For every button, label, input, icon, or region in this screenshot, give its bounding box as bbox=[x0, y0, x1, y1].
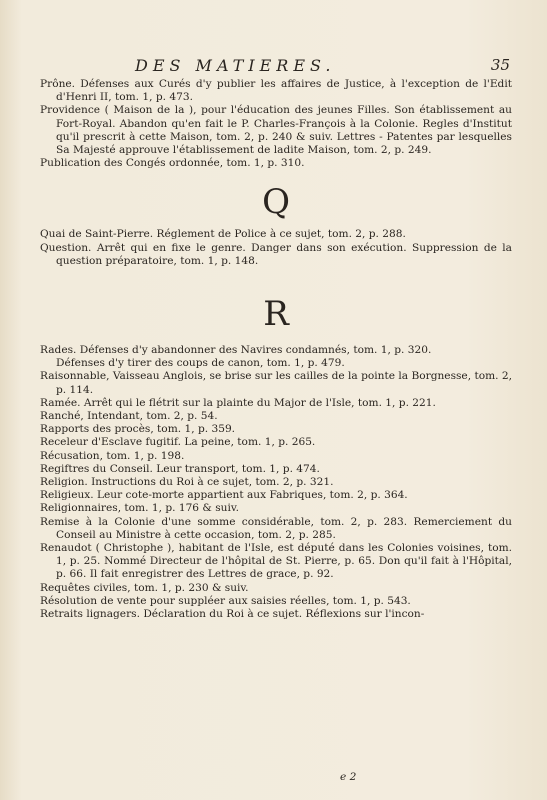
index-body bbox=[40, 78, 512, 621]
index-entry: Prône. Défenses aux Curés d'y publier les affaires de Justice, à l'exception de l'Edit d'Henri II, tom. 1, p. 473. bbox=[40, 78, 512, 104]
index-entry: Retraits lignagers. Déclaration du Roi à ce sujet. Réflexions sur l'incon- bbox=[40, 608, 425, 621]
index-entry: Résolution de vente pour suppléer aux saisies réelles, tom. 1, p. 543. bbox=[40, 594, 411, 607]
index-entry: Providence ( Maison de la ), pour l'éducation des jeunes Filles. Son établissement au Fort-Royal. Abandon qu'en fait le P. Charles-François à la Colonie. Regles d'Institut qu'il prescrit à cette Maison, tom. 2, p. 240 & suiv. Lettres - Patentes par lesquelles Sa Majesté approuve l'établissement de ladite Maison, tom. 2, p. 249. bbox=[40, 104, 512, 157]
index-entry: Rapports des procès, tom. 1, p. 359. bbox=[40, 423, 236, 436]
page-number: 35 bbox=[490, 56, 510, 74]
index-entry: Quai de Saint-Pierre. Réglement de Police à ce sujet, tom. 2, p. 288. bbox=[40, 228, 406, 241]
index-entry: Receleur d'Esclave fugitif. La peine, tom. 1, p. 265. bbox=[40, 436, 316, 449]
index-entry: Récusation, tom. 1, p. 198. bbox=[40, 449, 185, 462]
page-header bbox=[40, 56, 510, 78]
index-entry: Ramée. Arrêt qui le flétrit sur la plainte du Major de l'Isle, tom. 1, p. 221. bbox=[40, 396, 436, 409]
index-entry: Publication des Congés ordonnée, tom. 1, p. 310. bbox=[40, 157, 305, 170]
index-entry: Remise à la Colonie d'une somme considérable, tom. 2, p. 283. Remerciement du Conseil au Ministre à cette occasion, tom. 2, p. 285. bbox=[40, 515, 512, 541]
index-entry: Ranché, Intendant, tom. 2, p. 54. bbox=[40, 410, 218, 423]
index-entry: Renaudot ( Christophe ), habitant de l'Isle, est député dans les Colonies voisines, tom. 1, p. 25. Nommé Directeur de l'hôpital de St. Pierre, p. 65. Don qu'il fait à l'Hôpital, p. 66. Il fait enregistrer des Lettres de grace, p. 92. bbox=[40, 542, 512, 581]
running-head: DES MATIERES. bbox=[135, 56, 336, 75]
index-entry: Religion. Instructions du Roi à ce sujet, tom. 2, p. 321. bbox=[40, 476, 334, 489]
index-subentry: Défenses d'y tirer des coups de canon, tom. 1, p. 479. bbox=[56, 357, 345, 370]
index-entry: Raisonnable, Vaisseau Anglois, se brise sur les cailles de la pointe la Borgnesse, tom. 2, p. 114. bbox=[40, 370, 512, 396]
section-letter-r: R bbox=[263, 294, 289, 335]
index-entry: Religionnaires, tom. 1, p. 176 & suiv. bbox=[40, 502, 239, 515]
index-entry: Regiftres du Conseil. Leur transport, tom. 1, p. 474. bbox=[40, 462, 320, 475]
index-entry: Rades. Défenses d'y abandonner des Navires condamnés, tom. 1, p. 320. bbox=[40, 344, 432, 357]
signature-mark: e 2 bbox=[340, 771, 357, 783]
index-entry: Question. Arrêt qui en fixe le genre. Danger dans son exécution. Suppression de la question préparatoire, tom. 1, p. 148. bbox=[40, 241, 512, 267]
index-entry: Requêtes civiles, tom. 1, p. 230 & suiv. bbox=[40, 581, 249, 594]
section-letter-q: Q bbox=[262, 182, 290, 223]
index-entry: Religieux. Leur cote-morte appartient aux Fabriques, tom. 2, p. 364. bbox=[40, 489, 408, 502]
